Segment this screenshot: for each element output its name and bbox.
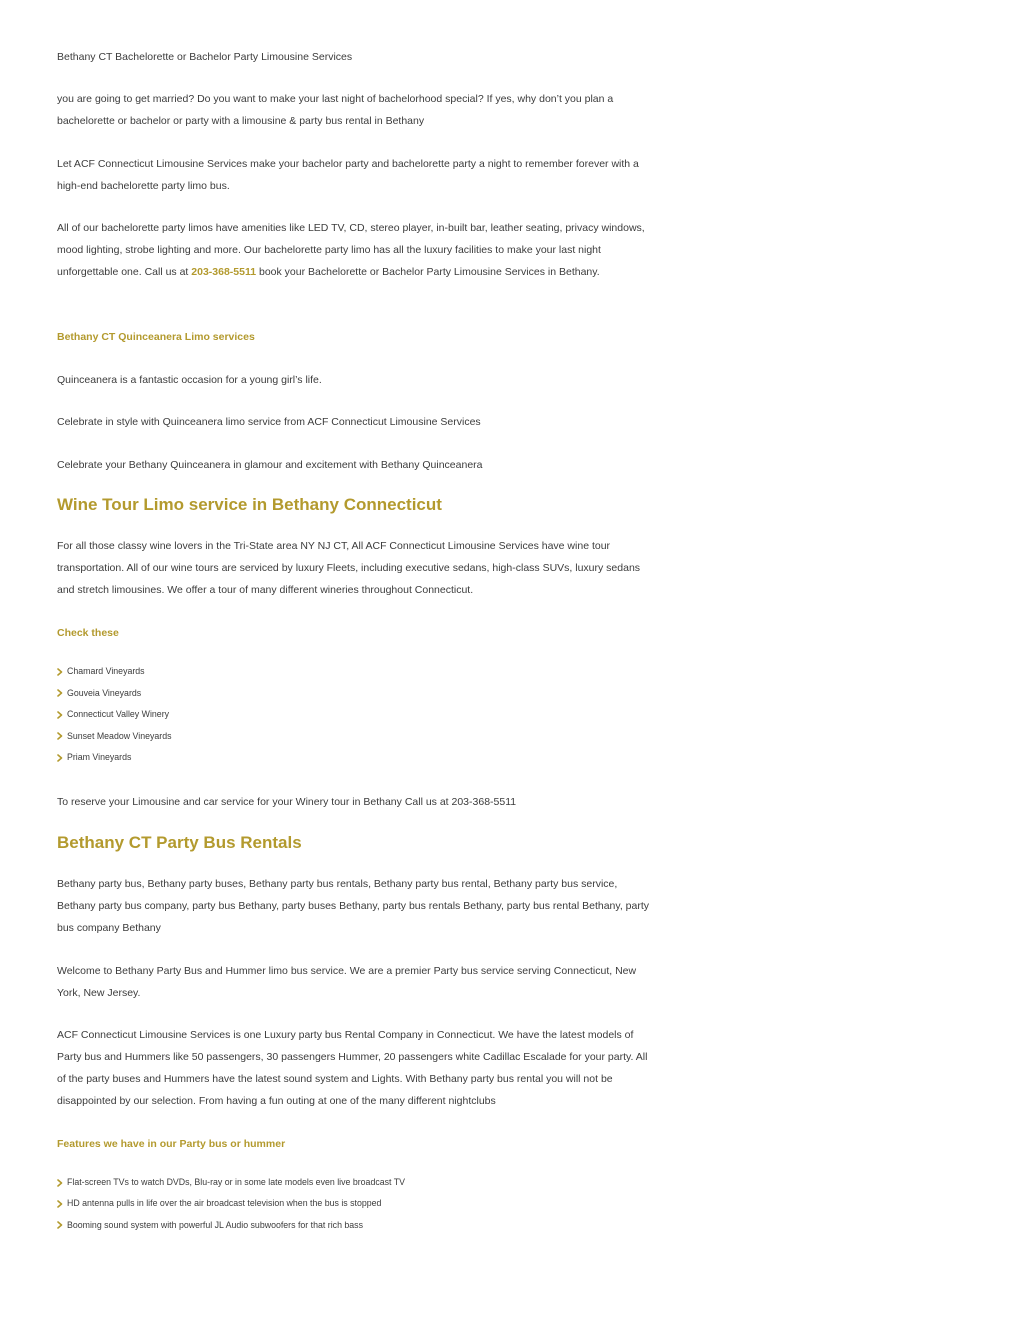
paragraph-amenities bbox=[57, 217, 657, 283]
subheading-quinceanera: Bethany CT Quinceanera Limo services bbox=[57, 331, 255, 343]
paragraph-keywords: Bethany party bus, Bethany party buses, Bethany party bus rentals, Bethany party bus rental, Bethany party bus service, Bethany party bus company, party bus Bethany, party buses Bethany, party bus rentals Bethany, party bus rental Bethany, party bus company Bethany bbox=[57, 878, 650, 934]
heading-wine-tour: Wine Tour Limo service in Bethany Connecticut bbox=[57, 495, 442, 514]
paragraph-welcome: Welcome to Bethany Party Bus and Hummer limo bus service. We are a premier Party bus service serving Connecticut, New York, New Jersey. bbox=[57, 965, 637, 999]
paragraph-married: you are going to get married? Do you want to make your last night of bachelorhood special? If yes, why don’t you plan a bachelorette or bachelor or party with a limousine & party bus rental in Bethany bbox=[57, 93, 614, 127]
list-item bbox=[57, 1172, 405, 1193]
phone-link[interactable]: 203-368-5511 bbox=[191, 266, 257, 278]
paragraph-luxury: ACF Connecticut Limousine Services is one Luxury party bus Rental Company in Connecticut. We have the latest models of Party bus and Hummers like 50 passengers, 30 passengers Hummer, 20 passengers white Cadillac Escalade for your party. All of the party buses and Hummers have the latest sound system and Lights. With Bethany party bus rental you will not be disappointed by our selection. From having a fun outing at one of the many different nightclubs bbox=[57, 1029, 648, 1107]
chevron-right-icon bbox=[57, 1215, 65, 1236]
chevron-right-icon bbox=[57, 704, 65, 726]
list-item bbox=[57, 1215, 405, 1236]
chevron-right-icon bbox=[57, 683, 65, 705]
heading-party-bus: Bethany CT Party Bus Rentals bbox=[57, 833, 302, 852]
subheading-check-these: Check these bbox=[57, 627, 119, 639]
subheading-features: Features we have in our Party bus or hummer bbox=[57, 1138, 286, 1150]
paragraph-let-acf: Let ACF Connecticut Limousine Services make your bachelor party and bachelorette party a night to remember forever with a high-end bachelorette party limo bus. bbox=[57, 158, 639, 192]
chevron-right-icon bbox=[57, 1193, 65, 1214]
paragraph-quinceanera-3: Celebrate your Bethany Quinceanera in glamour and excitement with Bethany Quinceanera bbox=[57, 459, 483, 471]
chevron-right-icon bbox=[57, 1172, 65, 1193]
list-item bbox=[57, 747, 172, 769]
chevron-right-icon bbox=[57, 661, 65, 683]
winery-name: Sunset Meadow Vineyards bbox=[67, 730, 172, 741]
paragraph-quinceanera-2: Celebrate in style with Quinceanera limo service from ACF Connecticut Limousine Services bbox=[57, 416, 481, 428]
feature-text: Flat-screen TVs to watch DVDs, Blu-ray or in some late models even live broadcast TV bbox=[67, 1177, 406, 1187]
list-item bbox=[57, 683, 172, 705]
feature-text: Booming sound system with powerful JL Audio subwoofers for that rich bass bbox=[67, 1219, 363, 1230]
winery-list bbox=[57, 661, 172, 769]
amenities-text-after: book your Bachelorette or Bachelor Party Limousine Services in Bethany. bbox=[256, 266, 600, 278]
chevron-right-icon bbox=[57, 726, 65, 748]
section-title-bachelor: Bethany CT Bachelorette or Bachelor Party Limousine Services bbox=[57, 51, 353, 63]
winery-name: Connecticut Valley Winery bbox=[67, 709, 170, 719]
winery-name: Gouveia Vineyards bbox=[67, 687, 142, 698]
list-item bbox=[57, 661, 172, 683]
list-item bbox=[57, 726, 172, 748]
feature-text: HD antenna pulls in life over the air broadcast television when the bus is stopped bbox=[67, 1198, 382, 1209]
winery-name: Chamard Vineyards bbox=[67, 666, 145, 676]
paragraph-wine-tour: For all those classy wine lovers in the Tri-State area NY NJ CT, All ACF Connecticut Limousine Services have wine tour transportation. All of our wine tours are serviced by luxury Fleets, including executive sedans, high-class SUVs, luxury sedans and stretch limousines. We offer a tour of many different wineries throughout Connecticut. bbox=[57, 540, 641, 596]
chevron-right-icon bbox=[57, 747, 65, 769]
winery-name: Priam Vineyards bbox=[67, 752, 132, 762]
amenities-text-before: All of our bachelorette party limos have amenities like LED TV, CD, stereo player, in-built bar, leather seating, privacy windows, mood lighting, strobe lighting and more. Our bachelorette party limo has all the luxury facilities to make your last night unforgettable one. Call us at bbox=[57, 222, 645, 278]
paragraph-reserve: To reserve your Limousine and car service for your Winery tour in Bethany Call us at 203-368-5511 bbox=[57, 796, 517, 808]
list-item bbox=[57, 704, 172, 726]
features-list bbox=[57, 1172, 405, 1236]
list-item bbox=[57, 1193, 405, 1214]
paragraph-quinceanera-1: Quinceanera is a fantastic occasion for a young girl’s life. bbox=[57, 374, 322, 386]
